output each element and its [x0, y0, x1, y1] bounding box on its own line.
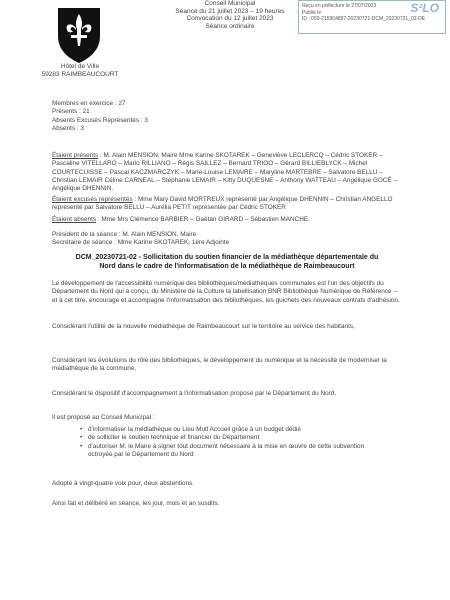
session-date: Séance du 21 juillet 2023 – 19 heures	[175, 7, 285, 15]
paragraph-considerant-1: Considérant l'utilité de la nouvelle médiathèque de Raimbeaucourt sur le territoire au service des habitants,	[52, 323, 355, 330]
represented-count: Absents Excusés Représentés : 3	[52, 116, 148, 124]
deliberation-title	[52, 254, 402, 272]
excused-label: Étaient excusés représentés	[52, 196, 133, 203]
list-item: • d'informatiser la médiathèque ou Lieu Mutl Accueil grâce à un budget dédié	[80, 426, 380, 434]
president: Président de la séance : M. Alain MENSION, Maire	[52, 231, 197, 238]
town-crest-logo	[56, 6, 102, 64]
title-line-1: DCM_20230721-02 - Sollicitation du soutien financier de la médiathèque départementale du	[75, 254, 379, 261]
town-line: 59283 RAIMBEAUCOURT	[41, 71, 119, 78]
stamp-id: ID : 059-215904897-20230721-DCM_20230721_02-DE	[302, 16, 426, 22]
session-header	[170, 0, 290, 30]
s2lo-logo: S²LO	[410, 1, 439, 15]
absent-count: Absents : 3	[52, 124, 84, 132]
session-type: Séance ordinaire	[205, 22, 255, 30]
excused-members	[52, 196, 404, 213]
paragraph-proposal: Il est proposé au Conseil Municipal :	[52, 414, 155, 421]
convocation-date: Convocation du 12 juillet 2023	[186, 15, 274, 22]
paragraph-context: Le développement de l'accessibilité numérique des bibliothèques/médiathèques communales est l'un des objectifs du Département du Nord qui a conçu, du Ministère de la Culture la labellisation BNR Bibliothèque Numérique de Référence – et à cet titre, encourage et accompagne l'informatisation des bibliothèques, les guichets des nouveaux contrats d'adhésion.	[52, 280, 400, 304]
prefecture-stamp	[298, 0, 446, 34]
town-address	[40, 63, 120, 79]
vote-result: Adopté à vingt-quatre voix pour, deux abstentions.	[52, 480, 195, 487]
town-line: Hôtel de Ville	[60, 63, 100, 70]
present-list: : M. Alain MENSION, Maire Mme Karine SKOTAREK – Geneviève LECLERCQ – Cédric STOKER – Pascaline VITELLARO – Mario RILLIANO – Régis SAILLEZ – Bernard TRIOO – Gérard BILLIEBLYCK – Michel COURTECUISSE – Pascal KACZMARCZYK – Marie-Louise LEMAIRE – Maryline MARTEBRE – Salvatore BELLU – Christian LEMAIR Céline CARNEAL – Stéphanie LEMAIR – Kitty DUQUESNE – Anthony WATTEAU – Angélique GOCÉ – Angélique DHENNIN.	[52, 152, 397, 193]
paragraph-considerant-3: Considérant le dispositif d'accompagnement à l'informatisation proposé par le Département du Nord,	[52, 390, 337, 397]
attendance-counts	[52, 100, 252, 133]
stamp-published: Publié le	[302, 9, 322, 16]
proposal-list	[80, 426, 380, 459]
absent-label: Étaient absents	[52, 216, 97, 223]
stamp-received: Reçu en préfecture le 27/07/2023	[302, 3, 377, 9]
excused-list: : Mme Mary David MORTREUX représenté par Angélique DHENNIN – Christian ANGELLO représenté par Salvatore BELLU – Aurélia PETIT représentée par Cédric STOKER	[52, 196, 393, 212]
paragraph-considerant-2: Considérant les évolutions du rôle des bibliothèques, le développement du numérique et la nécessité de moderniser la médiathèque de la commune,	[52, 357, 387, 373]
members-count: Membres en exercice : 27	[52, 100, 126, 107]
session-officers	[52, 231, 404, 248]
council-title: Conseil Municipal	[204, 0, 256, 7]
secretary: Secrétaire de séance : Mme Karine SKOTAREK, 1ère Adjointe	[52, 239, 230, 247]
present-label: Étaient présents	[52, 152, 99, 159]
absent-list: : Mme Mrs Clémence BARBIER – Gaëtan GIRARD – Sébastien MANCHE.	[96, 216, 310, 223]
present-members	[52, 152, 404, 193]
list-item: • d'autoriser M. le Maire à signer tout document nécessaire à la mise en œuvre de cette subvention octroyée par le Département du Nord	[80, 443, 380, 460]
title-line-2: Nord dans le cadre de l'informatisation de la médiathèque de Raimbeaucourt	[99, 262, 355, 270]
absent-members	[52, 216, 404, 224]
closing-statement: Ainsi fait et délibéré en séance, les jour, mois et an susdits.	[52, 500, 220, 507]
list-item: • de solliciter le soutien technique et financier du Département	[80, 434, 380, 442]
present-count: Présents : 21	[52, 108, 90, 116]
